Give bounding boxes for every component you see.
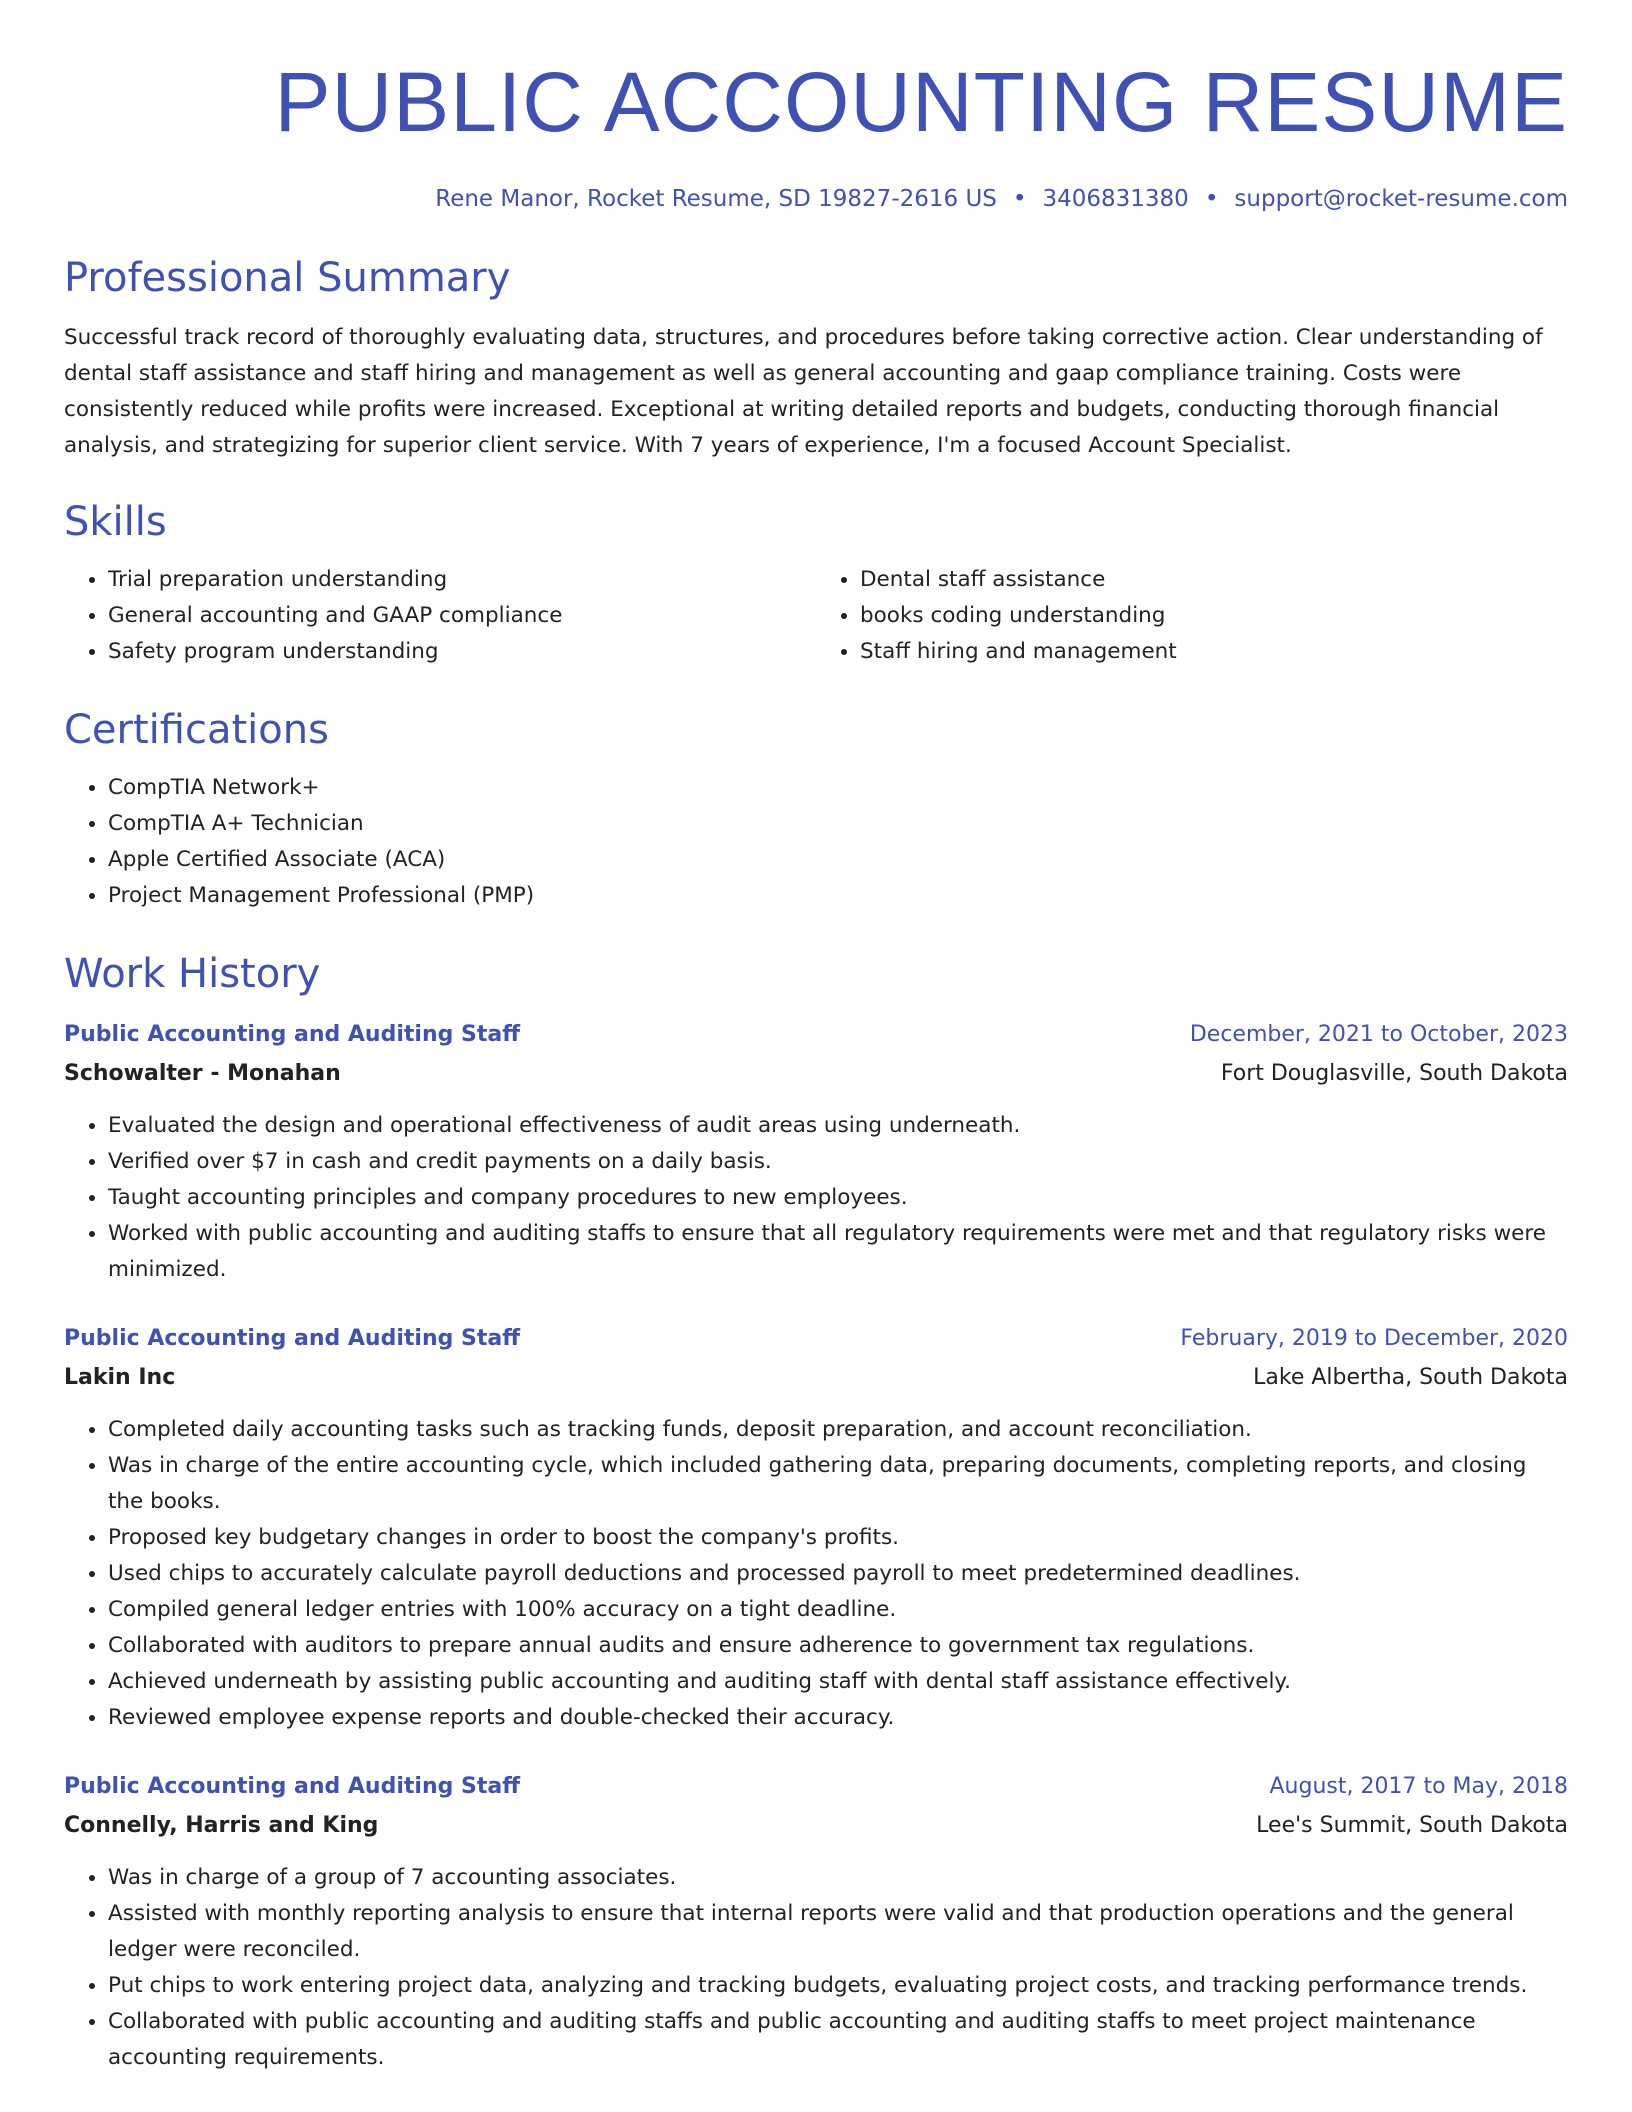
certifications-heading: Certifications bbox=[64, 707, 329, 753]
job-title: Public Accounting and Auditing Staff bbox=[64, 1326, 521, 1351]
skill-item: • Dental staff assistance bbox=[860, 562, 1568, 598]
certification-item: • Apple Certified Associate (ACA) bbox=[108, 842, 1568, 878]
summary-text: Successful track record of thoroughly evaluating data, structures, and procedures before taking corrective action. Clear understanding of dental staff assistance and staff hiring and management as well as general accounting and gaap compliance training. Costs were consistently reduced while profits were increased. Exceptional at writing detailed reports and budgets, conducting thorough financial analysis, and strategizing for superior client service. With 7 years of experience, I'm a focused Account Specialist. bbox=[64, 325, 1543, 458]
job-header-row bbox=[64, 1320, 1568, 1358]
job-title: Public Accounting and Auditing Staff bbox=[64, 1022, 521, 1047]
job-bullet: • Put chips to work entering project data, analyzing and tracking budgets, evaluating project costs, and tracking performance trends. bbox=[108, 1968, 1568, 2004]
job-bullet: • Proposed key budgetary changes in order to boost the company's profits. bbox=[108, 1520, 1568, 1556]
skills-columns bbox=[64, 562, 1568, 670]
certification-item: • CompTIA A+ Technician bbox=[108, 806, 1568, 842]
job-bullet: • Collaborated with auditors to prepare annual audits and ensure adherence to government tax regulations. bbox=[108, 1628, 1568, 1664]
job-bullet: • Verified over $7 in cash and credit payments on a daily basis. bbox=[108, 1144, 1568, 1180]
resume-title: PUBLIC ACCOUNTING RESUME bbox=[274, 55, 1568, 149]
job-location: Lake Albertha, South Dakota bbox=[1253, 1365, 1568, 1390]
job-dates: August, 2017 to May, 2018 bbox=[1269, 1774, 1568, 1799]
job-location: Fort Douglasville, South Dakota bbox=[1220, 1061, 1568, 1086]
job-bullets bbox=[64, 1412, 1568, 1736]
skills-heading: Skills bbox=[64, 499, 167, 545]
job-header-row bbox=[64, 1768, 1568, 1806]
skill-item: • books coding understanding bbox=[860, 598, 1568, 634]
job-location: Lee's Summit, South Dakota bbox=[1256, 1813, 1568, 1838]
contact-separator: • bbox=[1012, 186, 1027, 212]
job-bullet: • Completed daily accounting tasks such as tracking funds, deposit preparation, and account reconciliation. bbox=[108, 1412, 1568, 1448]
contact-address: Rene Manor, Rocket Resume, SD 19827-2616 US bbox=[435, 186, 997, 212]
job-bullet: • Worked with public accounting and auditing staffs to ensure that all regulatory requirements were met and that regulatory risks were minimized. bbox=[108, 1216, 1568, 1288]
job-entry bbox=[64, 1016, 1568, 1288]
job-company-row bbox=[64, 1358, 1568, 1398]
job-bullets bbox=[64, 1860, 1568, 2076]
certifications-list bbox=[64, 770, 1568, 914]
job-dates: December, 2021 to October, 2023 bbox=[1189, 1022, 1568, 1047]
job-company: Connelly, Harris and King bbox=[64, 1813, 379, 1838]
skills-list-right bbox=[816, 562, 1568, 670]
job-company: Lakin Inc bbox=[64, 1365, 176, 1390]
job-title: Public Accounting and Auditing Staff bbox=[64, 1774, 521, 1799]
job-bullet: • Compiled general ledger entries with 100% accuracy on a tight deadline. bbox=[108, 1592, 1568, 1628]
job-bullet: • Reviewed employee expense reports and double-checked their accuracy. bbox=[108, 1700, 1568, 1736]
work-history-heading: Work History bbox=[64, 951, 321, 997]
job-bullet: • Used chips to accurately calculate payroll deductions and processed payroll to meet predetermined deadlines. bbox=[108, 1556, 1568, 1592]
certification-item: • Project Management Professional (PMP) bbox=[108, 878, 1568, 914]
certification-item: • CompTIA Network+ bbox=[108, 770, 1568, 806]
job-bullet: • Evaluated the design and operational effectiveness of audit areas using underneath. bbox=[108, 1108, 1568, 1144]
job-bullet: • Was in charge of a group of 7 accounting associates. bbox=[108, 1860, 1568, 1896]
resume-page bbox=[64, 0, 1568, 2076]
job-dates: February, 2019 to December, 2020 bbox=[1180, 1326, 1568, 1351]
job-bullet: • Taught accounting principles and company procedures to new employees. bbox=[108, 1180, 1568, 1216]
job-company: Schowalter - Monahan bbox=[64, 1061, 341, 1086]
contact-email[interactable]: support@rocket-resume.com bbox=[1234, 186, 1568, 212]
job-entry bbox=[64, 1320, 1568, 1736]
skill-item: • General accounting and GAAP compliance bbox=[108, 598, 816, 634]
skill-item: • Staff hiring and management bbox=[860, 634, 1568, 670]
job-company-row bbox=[64, 1054, 1568, 1094]
job-bullet: • Was in charge of the entire accounting cycle, which included gathering data, preparing documents, completing reports, and closing the books. bbox=[108, 1448, 1568, 1520]
contact-separator: • bbox=[1204, 186, 1219, 212]
job-bullets bbox=[64, 1108, 1568, 1288]
summary-heading: Professional Summary bbox=[64, 255, 511, 301]
skill-item: • Trial preparation understanding bbox=[108, 562, 816, 598]
job-bullet: • Assisted with monthly reporting analysis to ensure that internal reports were valid and that production operations and the general ledger were reconciled. bbox=[108, 1896, 1568, 1968]
contact-phone: 3406831380 bbox=[1042, 186, 1189, 212]
job-company-row bbox=[64, 1806, 1568, 1846]
job-bullet: • Achieved underneath by assisting public accounting and auditing staff with dental staff assistance effectively. bbox=[108, 1664, 1568, 1700]
job-entry bbox=[64, 1768, 1568, 2076]
skill-item: • Safety program understanding bbox=[108, 634, 816, 670]
skills-list-left bbox=[64, 562, 816, 670]
contact-line bbox=[64, 182, 1568, 216]
job-bullet: • Collaborated with public accounting and auditing staffs and public accounting and auditing staffs to meet project maintenance accounting requirements. bbox=[108, 2004, 1568, 2076]
job-header-row bbox=[64, 1016, 1568, 1054]
